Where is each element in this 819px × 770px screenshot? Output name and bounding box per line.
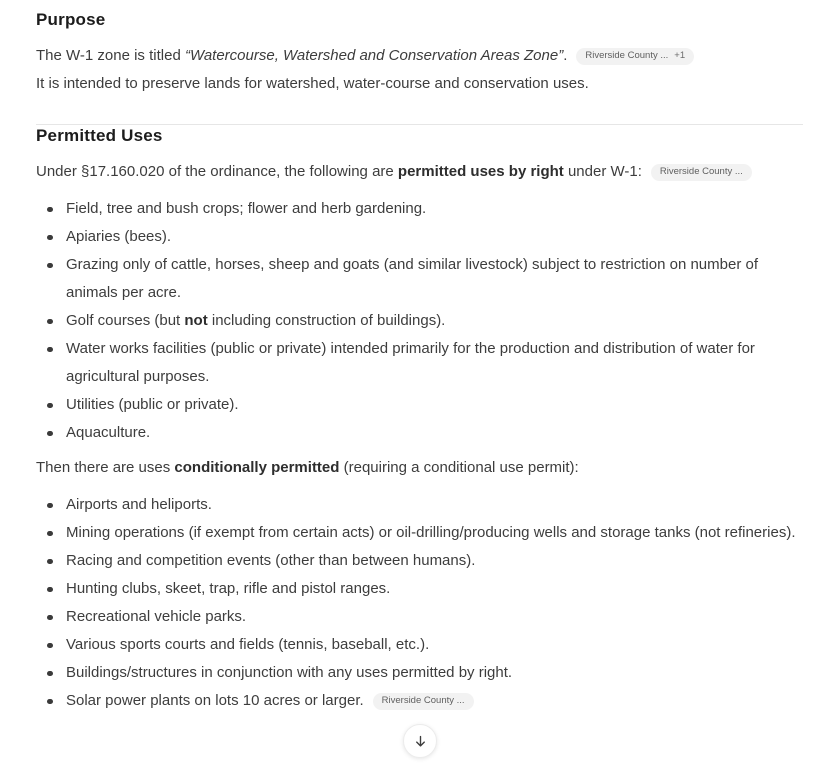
by-right-list: [36, 195, 803, 447]
list-item: [36, 659, 803, 687]
purpose-intro-pre: The W-1 zone is titled: [36, 47, 185, 64]
scroll-to-bottom-button[interactable]: [403, 724, 437, 758]
conditional-intro-bold: conditionally permitted: [174, 459, 340, 476]
list-item: [36, 223, 803, 251]
list-item: [36, 631, 803, 659]
list-item: [36, 547, 803, 575]
list-item: [36, 307, 803, 335]
list-item-text: Buildings/structures in conjunction with any uses permitted by right.: [66, 664, 513, 681]
list-item-text: Grazing only of cattle, horses, sheep and goats (and similar livestock) subject to restriction on number of animals per acre.: [66, 256, 758, 301]
down-arrow-icon: [413, 734, 428, 749]
citation-source-label: Riverside County ...: [381, 695, 465, 706]
list-item: [36, 687, 803, 715]
list-item: [36, 603, 803, 631]
permitted-intro-post: under W-1:: [563, 163, 642, 180]
list-item: [36, 519, 803, 547]
permitted-intro-paragraph: [36, 158, 803, 186]
permitted-intro-bold: permitted uses by right: [397, 163, 564, 180]
citation-more-count: +1: [674, 50, 686, 61]
list-item-bold-text: not: [184, 312, 208, 329]
list-item-text: Hunting clubs, skeet, trap, rifle and pistol ranges.: [66, 580, 391, 597]
list-item: [36, 419, 803, 447]
citation-badge[interactable]: [373, 693, 474, 710]
list-item-text: Aquaculture.: [66, 424, 151, 441]
list-item-text: Recreational vehicle parks.: [66, 608, 247, 625]
purpose-body-paragraph: It is intended to preserve lands for watershed, water-course and conservation uses.: [36, 75, 589, 92]
list-item-text: Various sports courts and fields (tennis, baseball, etc.).: [66, 636, 430, 653]
section-permitted-uses: [36, 125, 803, 715]
list-item-text: Field, tree and bush crops; flower and herb gardening.: [66, 200, 427, 217]
conditional-intro-pre: Then there are uses: [36, 459, 175, 476]
list-item-text: Apiaries (bees).: [66, 228, 172, 245]
citation-badge[interactable]: [651, 164, 752, 181]
citation-source-label: Riverside County ...: [659, 166, 743, 177]
list-item-text: Solar power plants on lots 10 acres or larger.: [66, 692, 364, 709]
list-item-text: Golf courses (but: [66, 312, 185, 329]
permitted-intro-pre: Under §17.160.020 of the ordinance, the following are: [36, 163, 398, 180]
list-item: [36, 251, 803, 307]
purpose-heading: Purpose: [36, 10, 106, 29]
section-purpose: [36, 9, 803, 98]
list-item-text: Utilities (public or private).: [66, 396, 239, 413]
list-item: [36, 335, 803, 391]
permitted-uses-heading: Permitted Uses: [36, 126, 163, 145]
conditional-intro-post: (requiring a conditional use permit):: [339, 459, 579, 476]
list-item: [36, 491, 803, 519]
list-item-text: Airports and heliports.: [66, 496, 212, 513]
list-item: [36, 391, 803, 419]
list-item: [36, 195, 803, 223]
conditional-intro-paragraph: [36, 454, 803, 482]
conditional-list: [36, 491, 803, 715]
list-item-text: Racing and competition events (other than between humans).: [66, 552, 476, 569]
zone-title-quote: “Watercourse, Watershed and Conservation Areas Zone”: [184, 47, 564, 64]
list-item-text: Water works facilities (public or private) intended primarily for the production and distribution of water for agricultural purposes.: [66, 340, 755, 385]
list-item-text: including construction of buildings).: [207, 312, 446, 329]
citation-source-label: Riverside County ...: [585, 50, 669, 61]
list-item-text: Mining operations (if exempt from certain acts) or oil-drilling/producing wells and storage tanks (not refineries).: [66, 524, 796, 541]
purpose-intro-post: .: [563, 47, 568, 64]
purpose-intro-paragraph: [36, 42, 803, 70]
citation-badge[interactable]: [576, 48, 694, 65]
list-item: [36, 575, 803, 603]
